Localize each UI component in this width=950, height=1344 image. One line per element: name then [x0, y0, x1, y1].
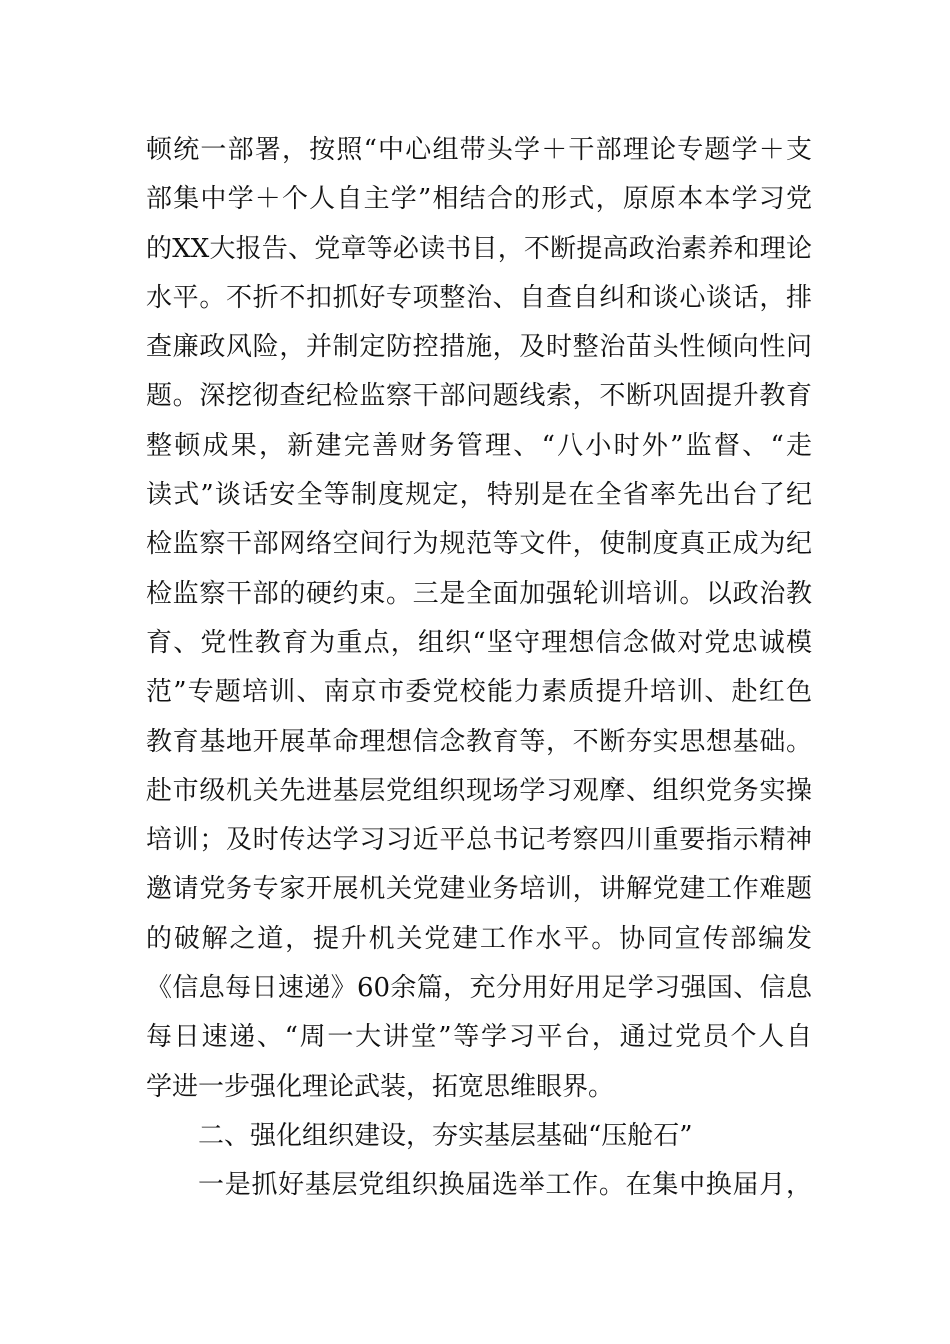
- text-line: 邀请党务专家开展机关党建业务培训，讲解党建工作难题: [146, 874, 812, 905]
- text-line: 读式”谈话安全等制度规定，特别是在全省率先出台了纪: [146, 480, 812, 511]
- paragraph-first-line: 一是抓好基层党组织换届选举工作。在集中换届月，: [198, 1170, 812, 1201]
- text-line: 检监察干部的硬约束。三是全面加强轮训培训。以政治教: [146, 578, 812, 609]
- text-line: 的XX大报告、党章等必读书目，不断提高政治素养和理论: [146, 233, 812, 264]
- text-line: 《信息每日速递》60余篇，充分用好用足学习强国、信息: [146, 973, 812, 1004]
- text-line: 培训；及时传达学习习近平总书记考察四川重要指示精神: [146, 825, 812, 856]
- text-line: 每日速递、“周一大讲堂”等学习平台，通过党员个人自: [146, 1022, 812, 1053]
- text-line: 检监察干部网络空间行为规范等文件，使制度真正成为纪: [146, 529, 812, 560]
- text-line: 部集中学＋个人自主学”相结合的形式，原原本本学习党: [146, 184, 812, 215]
- text-line: 顿统一部署，按照“中心组带头学＋干部理论专题学＋支: [146, 135, 812, 165]
- paragraph-last-line: 学进一步强化理论武装，拓宽思维眼界。: [146, 1071, 615, 1102]
- text-line: 查廉政风险，并制定防控措施，及时整治苗头性倾向性问: [146, 332, 812, 363]
- text-line: 整顿成果，新建完善财务管理、“八小时外”监督、“走: [146, 430, 812, 461]
- text-line: 范”专题培训、南京市委党校能力素质提升培训、赴红色: [146, 677, 812, 708]
- text-line: 赴市级机关先进基层党组织现场学习观摩、组织党务实操: [146, 775, 812, 806]
- section-heading: 二、强化组织建设，夯实基层基础“压舱石”: [198, 1120, 693, 1151]
- document-body: [146, 126, 812, 1211]
- text-line: 育、党性教育为重点，组织“坚守理想信念做对党忠诚模: [146, 627, 812, 658]
- text-line: 教育基地开展革命理想信念教育等，不断夯实思想基础。: [146, 726, 812, 757]
- text-line: 题。深挖彻查纪检监察干部问题线索，不断巩固提升教育: [146, 381, 812, 412]
- text-line: 的破解之道，提升机关党建工作水平。协同宣传部编发: [146, 923, 812, 954]
- text-line: 水平。不折不扣抓好专项整治、自查自纠和谈心谈话，排: [146, 282, 812, 313]
